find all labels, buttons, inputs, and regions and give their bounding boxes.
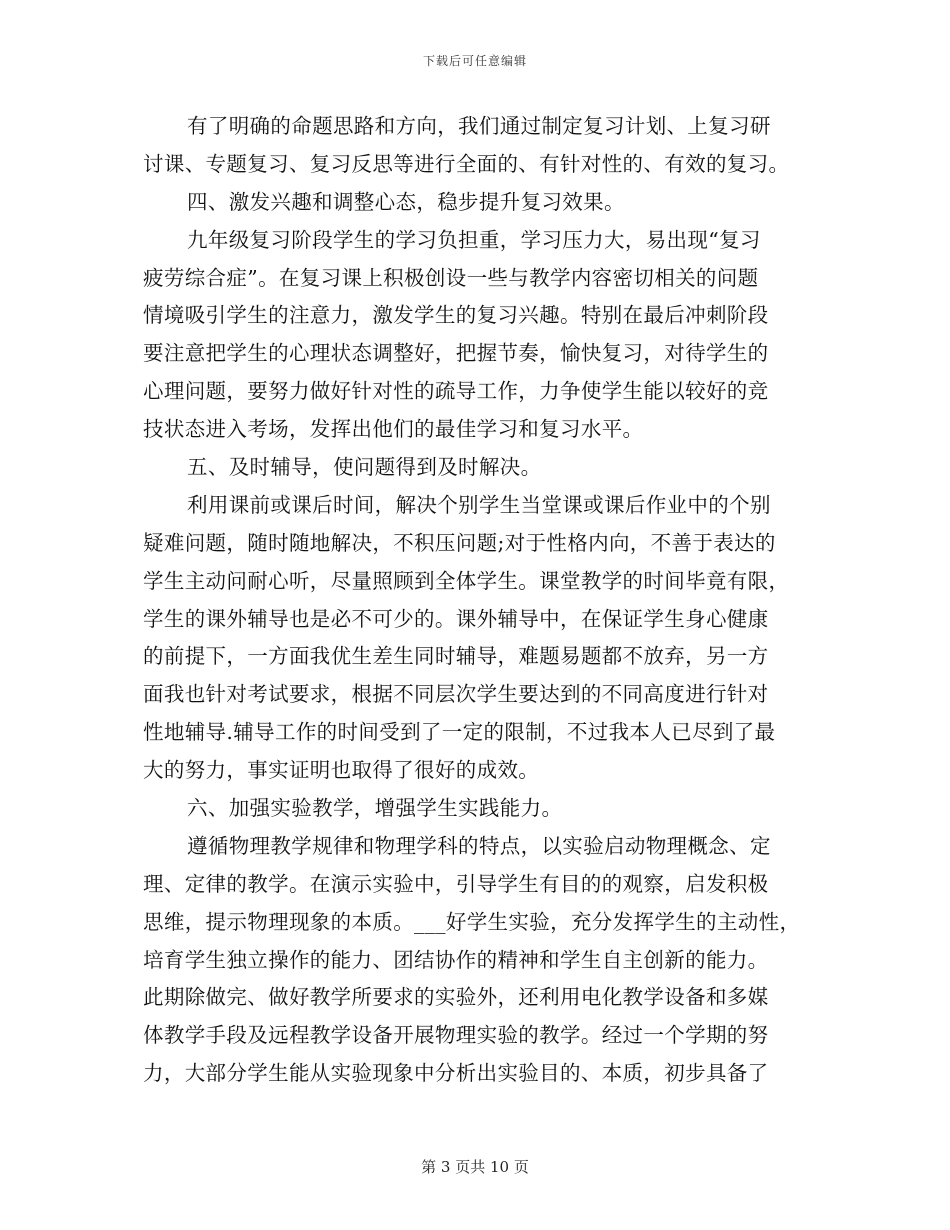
- text-line: 利用课前或课后时间，解决个别学生当堂课或课后作业中的个别: [187, 492, 771, 517]
- text-line: 有了明确的命题思路和方向，我们通过制定复习计划、上复习研: [187, 114, 771, 138]
- section-heading: 四、激发兴趣和调整心态，稳步提升复习效果。: [187, 189, 625, 214]
- text-line: 面我也针对考试要求，根据不同层次学生要达到的不同高度进行针对: [143, 682, 769, 707]
- text-line: 心理问题，要努力做好针对性的疏导工作，力争使学生能以较好的竞: [143, 379, 769, 404]
- text-line: 思维，提示物理现象的本质。___好学生实验，充分发挥学生的主动性，: [143, 909, 801, 934]
- text-line: 理、定律的教学。在演示实验中，引导学生有目的的观察，启发积极: [143, 871, 769, 896]
- text-line: 此期除做完、做好教学所要求的实验外，还利用电化教学设备和多媒: [143, 985, 769, 1010]
- page-number: 第 3 页共 10 页: [421, 1158, 529, 1176]
- page-header-note: 下载后可任意编辑: [422, 54, 527, 68]
- text-line: 疲劳综合症”。在复习课上积极创设一些与教学内容密切相关的问题: [143, 265, 759, 290]
- text-line: 力，大部分学生能从实验现象中分析出实验目的、本质，初步具备了: [143, 1061, 769, 1086]
- text-line: 培育学生独立操作的能力、团结协作的精神和学生自主创新的能力。: [143, 947, 769, 972]
- text-line: 学生主动问耐心听，尽量照顾到全体学生。课堂教学的时间毕竟有限，: [143, 568, 790, 593]
- text-line: 情境吸引学生的注意力，激发学生的复习兴趣。特别在最后冲刺阶段: [143, 303, 769, 328]
- text-line: 疑难问题，随时随地解决，不积压问题;对于性格内向，不善于表达的: [143, 530, 776, 555]
- document-body: [143, 108, 811, 1093]
- text-line: 遵循物理教学规律和物理学科的特点，以实验启动物理概念、定: [187, 833, 771, 858]
- text-line: 性地辅导.辅导工作的时间受到了一定的限制，不过我本人已尽到了最: [143, 720, 776, 745]
- text-line: 九年级复习阶段学生的学习负担重，学习压力大，易出现“复习: [187, 227, 761, 252]
- text-line: 讨课、专题复习、复习反思等进行全面的、有针对性的、有效的复习。: [143, 151, 790, 176]
- text-line: 学生的课外辅导也是必不可少的。课外辅导中，在保证学生身心健康: [143, 606, 769, 631]
- text-line: 体教学手段及远程教学设备开展物理实验的教学。经过一个学期的努: [143, 1023, 769, 1048]
- text-line: 大的努力，事实证明也取得了很好的成效。: [143, 758, 540, 783]
- section-heading: 五、及时辅导，使问题得到及时解决。: [187, 455, 542, 480]
- text-line: 技状态进入考场，发挥出他们的最佳学习和复习水平。: [143, 417, 644, 442]
- section-heading: 六、加强实验教学，增强学生实践能力。: [187, 796, 563, 821]
- text-line: 要注意把学生的心理状态调整好，把握节奏，愉快复习，对待学生的: [143, 341, 769, 366]
- text-line: 的前提下，一方面我优生差生同时辅导，难题易题都不放弃，另一方: [143, 644, 769, 669]
